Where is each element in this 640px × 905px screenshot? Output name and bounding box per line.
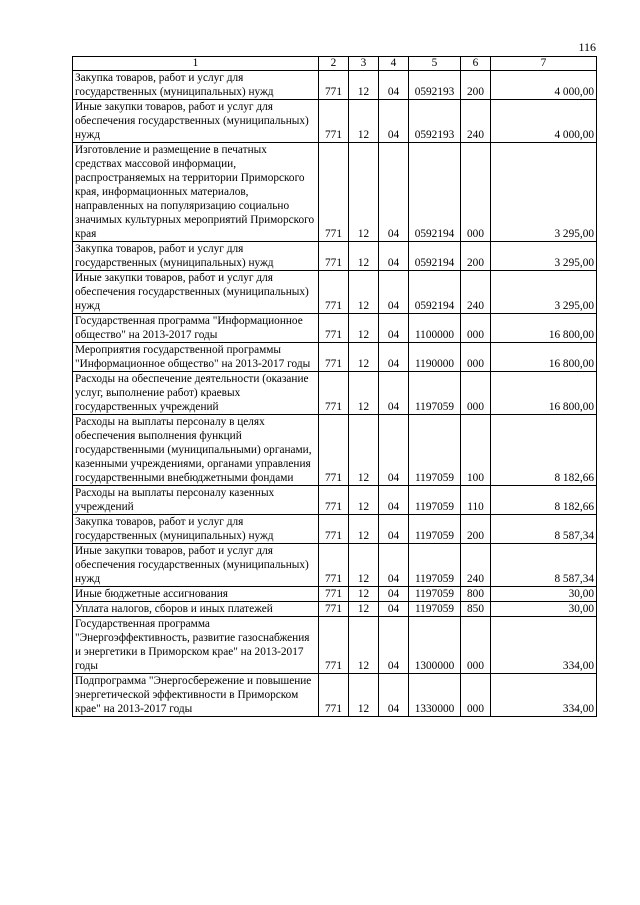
page-number: 116 [578,40,596,54]
expense-name-cell: Расходы на обеспечение деятельности (оказание услуг, выполнение работ) краевых государственных учреждений [73,372,319,415]
section-code-cell: 12 [349,617,379,674]
subsection-code-cell: 04 [379,617,409,674]
table-row [73,674,597,717]
section-code-cell: 12 [349,271,379,314]
expense-name-cell: Закупка товаров, работ и услуг для государственных (муниципальных) нужд [73,242,319,271]
table-row [73,242,597,271]
expense-type-code-cell: 110 [461,486,491,515]
table-row [73,486,597,515]
target-article-code-cell: 1300000 [409,617,461,674]
table-row [73,602,597,617]
subsection-code-cell: 04 [379,372,409,415]
expense-type-code-cell: 850 [461,602,491,617]
expense-name-cell: Иные закупки товаров, работ и услуг для обеспечения государственных (муниципальных) нужд [73,544,319,587]
expense-name-cell: Государственная программа "Информационное общество" на 2013-2017 годы [73,314,319,343]
table-row [73,100,597,143]
amount-cell: 4 000,00 [491,100,597,143]
table-body [73,71,597,717]
target-article-code-cell: 1197059 [409,515,461,544]
amount-cell: 334,00 [491,617,597,674]
ministry-code-cell: 771 [319,486,349,515]
amount-cell: 334,00 [491,674,597,717]
table-row [73,587,597,602]
target-article-code-cell: 0592194 [409,242,461,271]
subsection-code-cell: 04 [379,587,409,602]
amount-cell: 16 800,00 [491,314,597,343]
subsection-code-cell: 04 [379,486,409,515]
subsection-code-cell: 04 [379,343,409,372]
header-row [73,57,597,71]
table-row [73,515,597,544]
amount-cell: 8 182,66 [491,486,597,515]
ministry-code-cell: 771 [319,314,349,343]
expense-type-code-cell: 200 [461,515,491,544]
expense-type-code-cell: 000 [461,143,491,242]
expense-name-cell: Мероприятия государственной программы "Информационное общество" на 2013-2017 годы [73,343,319,372]
subsection-code-cell: 04 [379,602,409,617]
ministry-code-cell: 771 [319,271,349,314]
budget-table [72,56,597,717]
table-row [73,544,597,587]
table-row [73,617,597,674]
ministry-code-cell: 771 [319,544,349,587]
expense-type-code-cell: 000 [461,372,491,415]
expense-name-cell: Закупка товаров, работ и услуг для государственных (муниципальных) нужд [73,71,319,100]
ministry-code-cell: 771 [319,515,349,544]
subsection-code-cell: 04 [379,100,409,143]
target-article-code-cell: 1190000 [409,343,461,372]
section-code-cell: 12 [349,242,379,271]
section-code-cell: 12 [349,515,379,544]
expense-name-cell: Уплата налогов, сборов и иных платежей [73,602,319,617]
section-code-cell: 12 [349,544,379,587]
subsection-code-cell: 04 [379,143,409,242]
ministry-code-cell: 771 [319,674,349,717]
table-row [73,271,597,314]
target-article-code-cell: 1197059 [409,415,461,486]
header-cell: 1 [73,57,319,71]
subsection-code-cell: 04 [379,242,409,271]
expense-type-code-cell: 000 [461,314,491,343]
section-code-cell: 12 [349,372,379,415]
amount-cell: 3 295,00 [491,143,597,242]
ministry-code-cell: 771 [319,617,349,674]
header-cell: 6 [461,57,491,71]
amount-cell: 8 587,34 [491,515,597,544]
section-code-cell: 12 [349,587,379,602]
target-article-code-cell: 0592193 [409,71,461,100]
expense-type-code-cell: 100 [461,415,491,486]
expense-name-cell: Иные закупки товаров, работ и услуг для обеспечения государственных (муниципальных) нужд [73,100,319,143]
ministry-code-cell: 771 [319,343,349,372]
section-code-cell: 12 [349,415,379,486]
section-code-cell: 12 [349,602,379,617]
amount-cell: 4 000,00 [491,71,597,100]
ministry-code-cell: 771 [319,143,349,242]
expense-type-code-cell: 240 [461,271,491,314]
header-cell: 2 [319,57,349,71]
header-cell: 3 [349,57,379,71]
expense-type-code-cell: 000 [461,674,491,717]
target-article-code-cell: 1197059 [409,602,461,617]
subsection-code-cell: 04 [379,314,409,343]
section-code-cell: 12 [349,143,379,242]
target-article-code-cell: 1330000 [409,674,461,717]
ministry-code-cell: 771 [319,415,349,486]
header-cell: 7 [491,57,597,71]
amount-cell: 16 800,00 [491,372,597,415]
section-code-cell: 12 [349,343,379,372]
subsection-code-cell: 04 [379,544,409,587]
section-code-cell: 12 [349,71,379,100]
amount-cell: 30,00 [491,587,597,602]
expense-type-code-cell: 800 [461,587,491,602]
amount-cell: 8 182,66 [491,415,597,486]
expense-type-code-cell: 240 [461,100,491,143]
section-code-cell: 12 [349,486,379,515]
expense-name-cell: Подпрограмма "Энергосбережение и повышение энергетической эффективности в Приморском крае" на 2013-2017 годы [73,674,319,717]
amount-cell: 30,00 [491,602,597,617]
expense-name-cell: Государственная программа "Энергоэффективность, развитие газоснабжения и энергетики в Приморском крае" на 2013-2017 годы [73,617,319,674]
amount-cell: 8 587,34 [491,544,597,587]
ministry-code-cell: 771 [319,100,349,143]
target-article-code-cell: 1197059 [409,372,461,415]
subsection-code-cell: 04 [379,71,409,100]
ministry-code-cell: 771 [319,372,349,415]
table-row [73,314,597,343]
amount-cell: 3 295,00 [491,271,597,314]
subsection-code-cell: 04 [379,674,409,717]
target-article-code-cell: 0592194 [409,271,461,314]
ministry-code-cell: 771 [319,587,349,602]
expense-name-cell: Расходы на выплаты персоналу в целях обеспечения выполнения функций государственными (муниципальными) органами, казенными учреждениями, органами управления государственными внебюджетными фондами [73,415,319,486]
subsection-code-cell: 04 [379,415,409,486]
expense-name-cell: Изготовление и размещение в печатных средствах массовой информации, распространяемых на территории Приморского края, информационных материалов, направленных на популяризацию социально значимых культурных мероприятий Приморского края [73,143,319,242]
section-code-cell: 12 [349,314,379,343]
amount-cell: 3 295,00 [491,242,597,271]
expense-type-code-cell: 000 [461,343,491,372]
ministry-code-cell: 771 [319,242,349,271]
section-code-cell: 12 [349,100,379,143]
expense-name-cell: Иные бюджетные ассигнования [73,587,319,602]
table-row [73,71,597,100]
header-cell: 4 [379,57,409,71]
target-article-code-cell: 1197059 [409,544,461,587]
subsection-code-cell: 04 [379,271,409,314]
target-article-code-cell: 0592193 [409,100,461,143]
expense-type-code-cell: 240 [461,544,491,587]
ministry-code-cell: 771 [319,71,349,100]
table-row [73,415,597,486]
table-row [73,372,597,415]
table-row [73,343,597,372]
target-article-code-cell: 1197059 [409,486,461,515]
expense-type-code-cell: 200 [461,242,491,271]
expense-type-code-cell: 000 [461,617,491,674]
target-article-code-cell: 1197059 [409,587,461,602]
target-article-code-cell: 1100000 [409,314,461,343]
table-row [73,143,597,242]
expense-name-cell: Закупка товаров, работ и услуг для государственных (муниципальных) нужд [73,515,319,544]
subsection-code-cell: 04 [379,515,409,544]
header-cell: 5 [409,57,461,71]
target-article-code-cell: 0592194 [409,143,461,242]
expense-type-code-cell: 200 [461,71,491,100]
expense-name-cell: Иные закупки товаров, работ и услуг для обеспечения государственных (муниципальных) нужд [73,271,319,314]
expense-name-cell: Расходы на выплаты персоналу казенных учреждений [73,486,319,515]
section-code-cell: 12 [349,674,379,717]
ministry-code-cell: 771 [319,602,349,617]
amount-cell: 16 800,00 [491,343,597,372]
